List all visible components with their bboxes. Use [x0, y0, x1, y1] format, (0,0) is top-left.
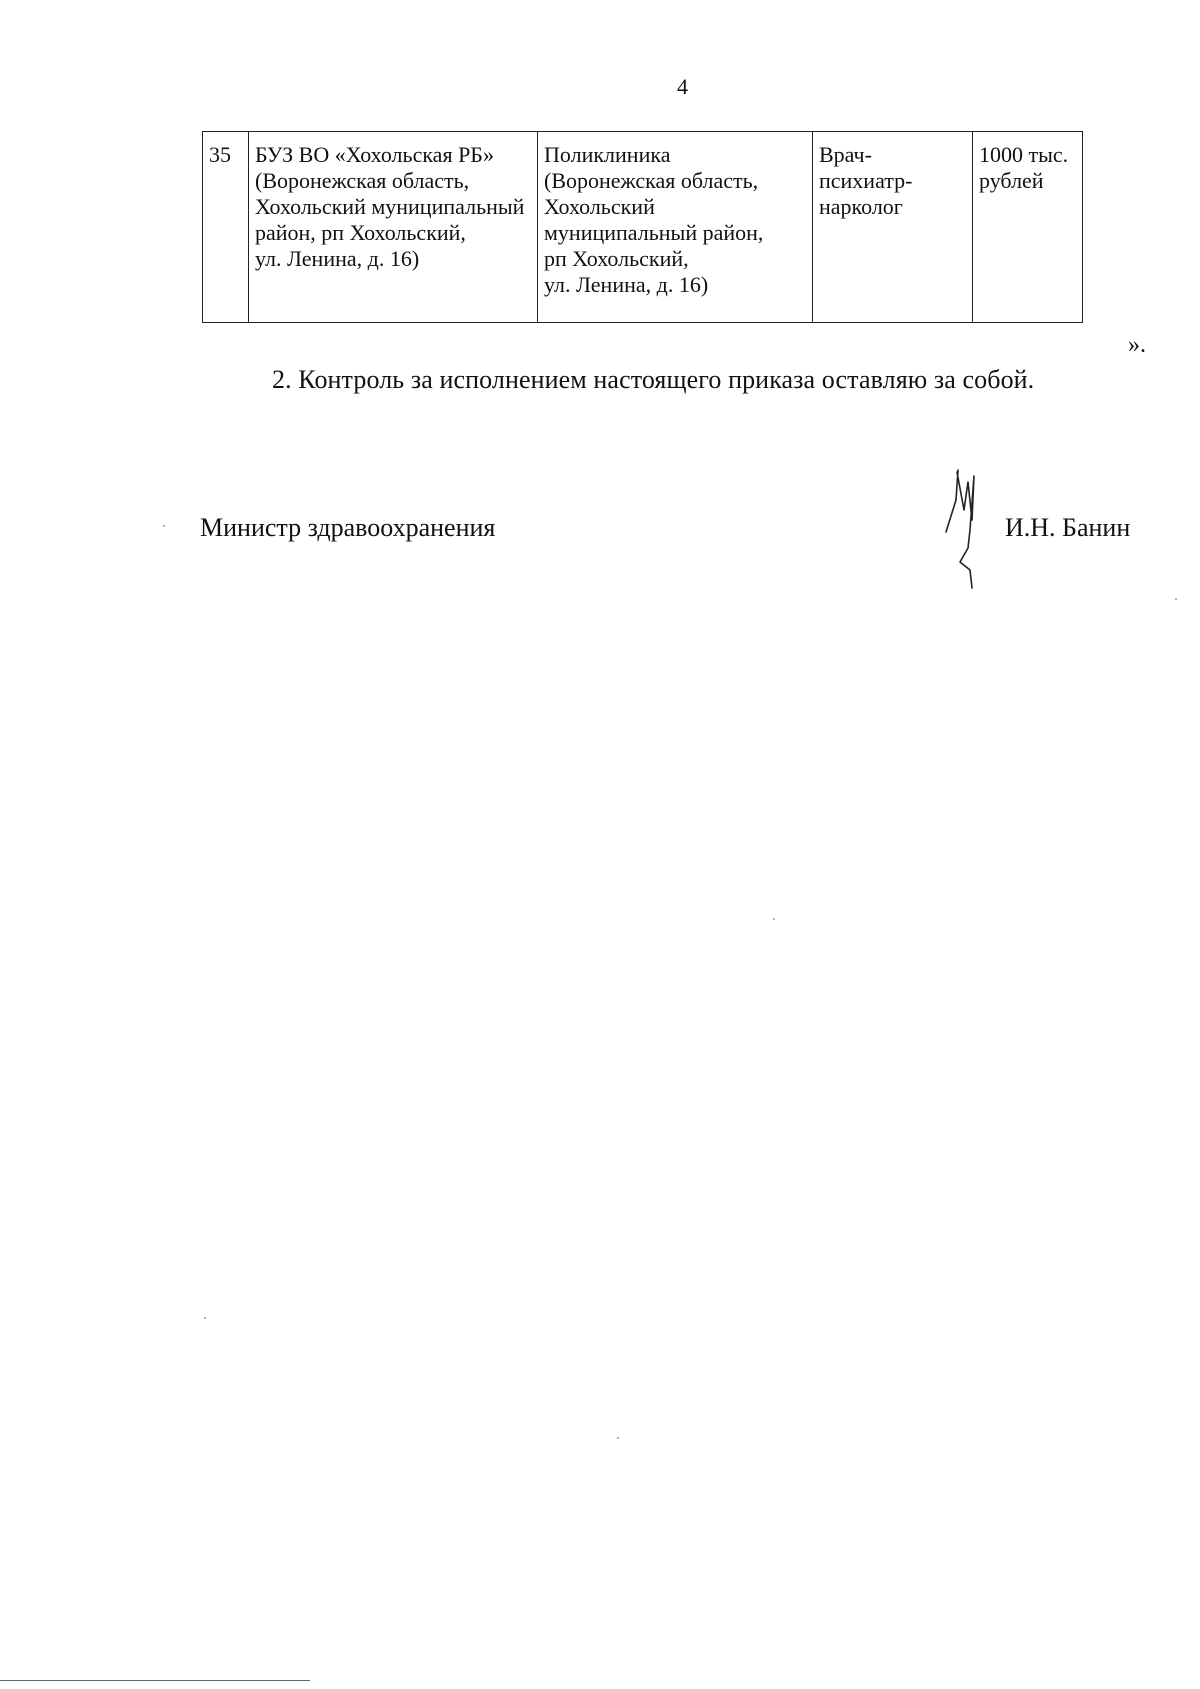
scan-speck: [204, 1317, 206, 1319]
data-table: [202, 131, 1083, 323]
paragraph-2: 2. Контроль за исполнением настоящего приказа оставляю за собой.: [272, 365, 1035, 394]
unit-cell: Поликлиника (Воронежская область, Хохольский муниципальный район, рп Хохольский, ул. Ленина, д. 16): [538, 132, 813, 323]
scan-edge-line: [0, 1680, 310, 1681]
scan-speck: [1175, 598, 1177, 600]
table-row: [203, 132, 1083, 323]
signatory-name: И.Н. Банин: [1005, 513, 1131, 542]
row-number: 35: [203, 132, 249, 323]
signatory-title: Министр здравоохранения: [200, 513, 496, 542]
handwritten-signature: [930, 460, 990, 590]
amount-cell: 1000 тыс. рублей: [973, 132, 1083, 323]
organization-cell: БУЗ ВО «Хохольская РБ» (Воронежская область, Хохольский муниципальный район, рп Хохольский, ул. Ленина, д. 16): [249, 132, 538, 323]
page-number: 4: [677, 74, 688, 99]
scan-speck: [617, 1437, 619, 1439]
scan-speck: [773, 918, 775, 920]
closing-quote: ».: [1128, 332, 1146, 358]
scan-speck: [163, 525, 165, 527]
specialty-cell: Врач- психиатр- нарколог: [813, 132, 973, 323]
